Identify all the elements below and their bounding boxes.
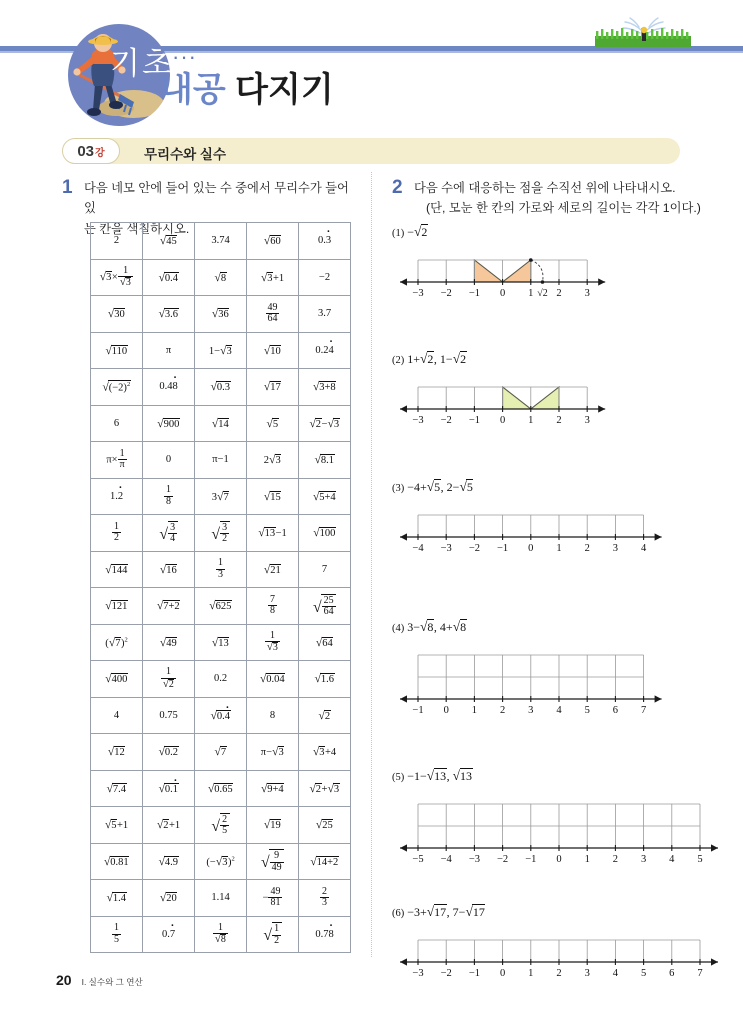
- svg-text:0: 0: [443, 704, 449, 716]
- svg-text:−1: −1: [497, 542, 509, 554]
- number-cell[interactable]: √7.4: [91, 770, 143, 807]
- svg-text:4: 4: [669, 854, 675, 865]
- table-row: [91, 624, 351, 661]
- svg-text:−3: −3: [412, 414, 424, 426]
- number-cell[interactable]: $\frac{2}{3}$: [299, 880, 351, 917]
- number-cell[interactable]: √ $\frac{3}{2}$: [195, 515, 247, 552]
- table-row: [91, 807, 351, 844]
- svg-text:3: 3: [612, 542, 619, 554]
- number-cell[interactable]: 1.14: [195, 880, 247, 917]
- svg-text:2: 2: [556, 287, 562, 299]
- problem-2-text-line2: (단, 모눈 한 칸의 가로와 세로의 길이는 각각 1이다.): [426, 201, 701, 216]
- svg-text:1: 1: [556, 542, 562, 554]
- svg-text:−2: −2: [497, 854, 509, 865]
- number-cell[interactable]: √7: [195, 734, 247, 771]
- svg-text:−1: −1: [468, 968, 480, 979]
- number-cell[interactable]: √ $\frac{1}{2}$: [247, 916, 299, 953]
- number-cell[interactable]: 6: [91, 405, 143, 442]
- page-header: [0, 0, 743, 128]
- number-cell[interactable]: 8: [247, 697, 299, 734]
- number-cell[interactable]: √2−√3: [299, 405, 351, 442]
- svg-text:3: 3: [528, 704, 534, 716]
- number-cell[interactable]: √0.4: [143, 259, 195, 296]
- number-line-diagram[interactable]: [392, 375, 613, 431]
- number-cell[interactable]: √3.6: [143, 296, 195, 333]
- number-cell[interactable]: √100: [299, 515, 351, 552]
- number-cell[interactable]: √13: [195, 624, 247, 661]
- svg-text:0: 0: [528, 542, 534, 554]
- svg-text:−3: −3: [412, 287, 424, 299]
- svg-text:−4: −4: [440, 854, 452, 865]
- svg-text:5: 5: [640, 968, 647, 979]
- table-row: [91, 843, 351, 880]
- svg-text:2: 2: [556, 414, 562, 426]
- number-cell[interactable]: √45: [143, 223, 195, 260]
- number-cell[interactable]: 3.74: [195, 223, 247, 260]
- problem-1-number: 1: [62, 177, 73, 198]
- svg-text:4: 4: [640, 542, 647, 554]
- svg-text:1: 1: [528, 414, 534, 426]
- number-line-item: [392, 768, 726, 870]
- number-cell[interactable]: $\frac{1}{8}$: [143, 478, 195, 515]
- number-cell[interactable]: π−√3: [247, 734, 299, 771]
- number-cell[interactable]: √16: [143, 551, 195, 588]
- svg-text:0: 0: [499, 968, 506, 979]
- number-cell[interactable]: π−1: [195, 442, 247, 479]
- number-cell[interactable]: √19: [247, 807, 299, 844]
- number-cell[interactable]: √49: [143, 624, 195, 661]
- number-cell[interactable]: √2+1: [143, 807, 195, 844]
- number-cell[interactable]: $\frac{1}{√3}$: [247, 624, 299, 661]
- lesson-number-badge: [62, 138, 120, 164]
- number-cell[interactable]: 0: [143, 442, 195, 479]
- number-cell[interactable]: 0.24 ·: [299, 332, 351, 369]
- header-dots-decoration: ···: [172, 44, 197, 69]
- number-cell[interactable]: 0.48 ·: [143, 369, 195, 406]
- number-cell[interactable]: √0.1 ·: [143, 770, 195, 807]
- number-cell[interactable]: − $\frac{49}{81}$: [247, 880, 299, 917]
- svg-text:4: 4: [556, 704, 562, 716]
- number-cell[interactable]: $(-√3)^2$: [195, 843, 247, 880]
- table-row: [91, 916, 351, 953]
- svg-text:2: 2: [499, 704, 506, 716]
- table-row: [91, 551, 351, 588]
- number-cell[interactable]: √36: [195, 296, 247, 333]
- svg-text:4: 4: [612, 968, 619, 979]
- svg-text:−3: −3: [468, 854, 480, 865]
- header-badge-label: 기초: [110, 46, 174, 81]
- svg-text:−2: −2: [468, 542, 480, 554]
- number-cell[interactable]: √9+4: [247, 770, 299, 807]
- number-cell[interactable]: π× $\frac{1}{\pi}$: [91, 442, 143, 479]
- number-cell[interactable]: $\frac{1}{√8}$: [195, 916, 247, 953]
- page-title-highlight: 내공: [160, 71, 226, 109]
- page-number: 20: [56, 972, 72, 988]
- number-cell[interactable]: √0.04: [247, 661, 299, 698]
- number-cell[interactable]: π: [143, 332, 195, 369]
- number-cell[interactable]: 0.7 ·: [143, 916, 195, 953]
- number-cell[interactable]: √25: [299, 807, 351, 844]
- number-cell[interactable]: 3√7: [195, 478, 247, 515]
- table-row: [91, 515, 351, 552]
- number-cell[interactable]: √ $\frac{25}{64}$: [299, 588, 351, 625]
- table-row: [91, 880, 351, 917]
- number-cell[interactable]: √144: [91, 551, 143, 588]
- problem-1-text: 다음 네모 안에 들어 있는 수 중에서 무리수가 들어 있 는 칸을 색칠하시오.: [84, 181, 349, 236]
- table-row: [91, 332, 351, 369]
- svg-text:−3: −3: [440, 542, 452, 554]
- number-cell[interactable]: √10: [247, 332, 299, 369]
- number-cell[interactable]: √4.9: [143, 843, 195, 880]
- number-cell[interactable]: √2: [299, 697, 351, 734]
- problem-2-text: [414, 178, 701, 219]
- number-cell[interactable]: √8: [195, 259, 247, 296]
- number-line-diagram[interactable]: [392, 643, 670, 721]
- number-line-label: (6) −3+√17, 7−√17: [392, 904, 485, 919]
- number-cell[interactable]: √0.3: [195, 369, 247, 406]
- number-cell[interactable]: √400: [91, 661, 143, 698]
- number-cell[interactable]: √ $\frac{2}{5}$: [195, 807, 247, 844]
- svg-text:3: 3: [584, 287, 590, 299]
- svg-text:−2: −2: [440, 414, 452, 426]
- number-cell[interactable]: √14: [195, 405, 247, 442]
- svg-text:−1: −1: [468, 287, 480, 299]
- number-cell[interactable]: √ $\frac{9}{49}$: [247, 843, 299, 880]
- number-cell[interactable]: 1.2 ·: [91, 478, 143, 515]
- table-row: [91, 588, 351, 625]
- table-row: [91, 405, 351, 442]
- number-cell[interactable]: √5+4: [299, 478, 351, 515]
- number-cell[interactable]: √17: [247, 369, 299, 406]
- number-cell[interactable]: √15: [247, 478, 299, 515]
- number-cell[interactable]: $\frac{1}{√2}$: [143, 661, 195, 698]
- table-row: [91, 661, 351, 698]
- svg-text:3: 3: [584, 414, 590, 426]
- number-cell[interactable]: 1−√3: [195, 332, 247, 369]
- svg-text:3: 3: [584, 968, 590, 979]
- number-cell[interactable]: √900: [143, 405, 195, 442]
- number-cell[interactable]: √13−1: [247, 515, 299, 552]
- number-cell[interactable]: $√(-2)^2$: [91, 369, 143, 406]
- number-cell[interactable]: $(√7)^2$: [91, 624, 143, 661]
- problem-2-text-line1: 다음 수에 대응하는 점을 수직선 위에 나타내시오.: [414, 181, 676, 195]
- number-cell[interactable]: −2: [299, 259, 351, 296]
- svg-text:7: 7: [697, 968, 703, 979]
- number-grid-table: [90, 222, 351, 953]
- number-cell[interactable]: 2: [91, 223, 143, 260]
- number-cell[interactable]: 3.7: [299, 296, 351, 333]
- lesson-number: 03: [77, 142, 94, 160]
- number-cell[interactable]: √30: [91, 296, 143, 333]
- page-title-rest: 다지기: [225, 71, 334, 109]
- table-row: [91, 478, 351, 515]
- number-cell[interactable]: √64: [299, 624, 351, 661]
- svg-text:1: 1: [584, 854, 590, 865]
- number-line-diagram[interactable]: [392, 503, 670, 559]
- sprinkler-watering-grass-icon: [585, 16, 701, 50]
- svg-text:−2: −2: [440, 287, 452, 299]
- table-row: [91, 296, 351, 333]
- svg-text:−1: −1: [412, 704, 424, 716]
- table-row: [91, 734, 351, 771]
- number-cell[interactable]: √5+1: [91, 807, 143, 844]
- table-row: [91, 369, 351, 406]
- number-cell[interactable]: √2+√3: [299, 770, 351, 807]
- svg-text:0: 0: [499, 414, 506, 426]
- svg-text:7: 7: [640, 704, 647, 716]
- number-cell[interactable]: 4: [91, 697, 143, 734]
- table-row: [91, 223, 351, 260]
- svg-text:−1: −1: [525, 854, 537, 865]
- lesson-unit: 강: [95, 147, 105, 159]
- svg-text:6: 6: [612, 704, 619, 716]
- number-cell[interactable]: √0.4 ·: [195, 697, 247, 734]
- svg-text:1: 1: [528, 968, 534, 979]
- svg-text:5: 5: [697, 854, 703, 865]
- number-cell[interactable]: √7+2: [143, 588, 195, 625]
- number-cell[interactable]: 2√3: [247, 442, 299, 479]
- number-line-item: [392, 479, 670, 559]
- number-cell[interactable]: 0.78 ·: [299, 916, 351, 953]
- number-cell[interactable]: √12: [91, 734, 143, 771]
- number-cell[interactable]: 0.75: [143, 697, 195, 734]
- number-line-label: (1) −√2: [392, 224, 428, 239]
- number-cell[interactable]: √3× $\frac{1}{√3}$: [91, 259, 143, 296]
- table-row: [91, 442, 351, 479]
- number-cell[interactable]: √121: [91, 588, 143, 625]
- svg-text:−4: −4: [412, 542, 424, 554]
- number-cell[interactable]: $\frac{1}{3}$: [195, 551, 247, 588]
- svg-text:2: 2: [612, 854, 619, 865]
- number-cell[interactable]: √3+8: [299, 369, 351, 406]
- number-line-label: (4) 3−√8, 4+√8: [392, 619, 467, 634]
- svg-text:1: 1: [528, 287, 534, 299]
- number-cell[interactable]: √14+2: [299, 843, 351, 880]
- svg-text:−1: −1: [468, 414, 480, 426]
- number-line-label: (3) −4+√5, 2−√5: [392, 479, 473, 494]
- page-title: [160, 62, 334, 111]
- svg-text:6: 6: [669, 968, 675, 979]
- number-cell[interactable]: 0.3 ·: [299, 223, 351, 260]
- number-cell[interactable]: √ $\frac{3}{4}$: [143, 515, 195, 552]
- number-cell[interactable]: √3+1: [247, 259, 299, 296]
- column-divider: [371, 172, 372, 957]
- number-cell[interactable]: √21: [247, 551, 299, 588]
- problem-2-block: [392, 177, 712, 979]
- number-cell[interactable]: √3+4: [299, 734, 351, 771]
- number-line-diagram[interactable]: [392, 928, 726, 984]
- number-line-diagram[interactable]: [392, 248, 613, 304]
- number-line-item: [392, 351, 613, 431]
- page-footer: [56, 972, 143, 988]
- svg-text:1: 1: [471, 704, 478, 716]
- number-cell[interactable]: 0.2: [195, 661, 247, 698]
- number-cell[interactable]: √5: [247, 405, 299, 442]
- number-cell[interactable]: √60: [247, 223, 299, 260]
- problem-2-number: 2: [392, 177, 403, 198]
- number-cell[interactable]: √1.6: [299, 661, 351, 698]
- number-cell[interactable]: √1.4: [91, 880, 143, 917]
- table-row: [91, 697, 351, 734]
- number-line-label: (2) 1+√2, 1−√2: [392, 351, 467, 366]
- svg-text:−5: −5: [412, 854, 424, 865]
- number-cell[interactable]: $\frac{1}{2}$: [91, 515, 143, 552]
- lesson-section-bar: [62, 138, 680, 164]
- svg-text:3: 3: [640, 854, 647, 865]
- table-row: [91, 259, 351, 296]
- svg-text:0: 0: [556, 854, 562, 865]
- number-line-item: [392, 904, 726, 984]
- number-line-diagram[interactable]: [392, 792, 726, 870]
- number-cell[interactable]: 7: [299, 551, 351, 588]
- svg-text:−2: −2: [440, 968, 452, 979]
- number-line-item: [392, 224, 613, 304]
- svg-text:0: 0: [499, 287, 506, 299]
- number-cell[interactable]: $\frac{49}{64}$: [247, 296, 299, 333]
- table-row: [91, 770, 351, 807]
- number-cell[interactable]: √625: [195, 588, 247, 625]
- number-line-label: (5) −1−√13, √13: [392, 768, 473, 783]
- svg-text:2: 2: [584, 542, 590, 554]
- number-cell[interactable]: √0.81: [91, 843, 143, 880]
- number-cell[interactable]: $\frac{7}{8}$: [247, 588, 299, 625]
- chapter-label: I. 실수와 그 연산: [81, 977, 143, 987]
- svg-text:−3: −3: [412, 968, 424, 979]
- svg-text:5: 5: [584, 704, 590, 716]
- section-title: 무리수와 실수: [144, 147, 226, 162]
- number-cell[interactable]: √0.2: [143, 734, 195, 771]
- number-cell[interactable]: √20: [143, 880, 195, 917]
- number-cell[interactable]: √110: [91, 332, 143, 369]
- svg-text:√2: √2: [537, 287, 548, 299]
- number-line-item: [392, 619, 670, 721]
- number-cell[interactable]: $\frac{1}{5}$: [91, 916, 143, 953]
- number-cell[interactable]: √0.65: [195, 770, 247, 807]
- number-cell[interactable]: √8.1: [299, 442, 351, 479]
- svg-text:2: 2: [556, 968, 562, 979]
